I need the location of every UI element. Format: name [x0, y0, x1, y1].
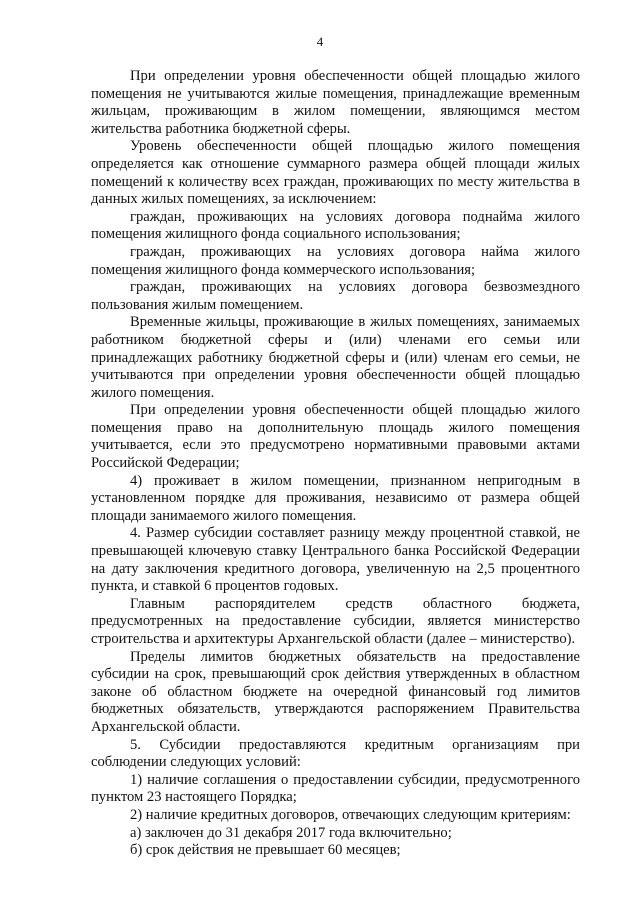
paragraph: 4. Размер субсидии составляет разницу между процентной ставкой, не превышающей ключевую ставку Центрального банка Российской Федерации на дату заключения кредитного договора, увеличенную на 2,5 процентного пункта, и ставкой 6 процентов годовых.: [91, 525, 580, 595]
paragraph: а) заключен до 31 декабря 2017 года включительно;: [130, 824, 452, 841]
paragraph: Пределы лимитов бюджетных обязательств на предоставление субсидии на срок, превышающий срок действия утвержденных в областном законе об областном бюджете на очередной финансовый год лимитов бюджетных обязательств, утверждаются распоряжением Правительства Архангельской области.: [91, 648, 580, 735]
paragraph: граждан, проживающих на условиях договора безвозмездного пользования жилым помещением.: [91, 279, 580, 313]
paragraph: граждан, проживающих на условиях договора поднайма жилого помещения жилищного фонда социального использования;: [91, 208, 580, 243]
paragraph: 1) наличие соглашения о предоставлении субсидии, предусмотренного пунктом 23 настоящего Порядка;: [91, 771, 580, 806]
paragraph: 5. Субсидии предоставляются кредитным организациям при соблюдении следующих условий:: [91, 736, 580, 771]
paragraph: 4) проживает в жилом помещении, признанном непригодным в установленном порядке для проживания, независимо от размера общей площади занимаемого жилого помещения.: [91, 472, 580, 524]
paragraph: Главным распорядителем средств областного бюджета, предусмотренных на предоставление субсидии, является министерство строительства и архитектуры Архангельской области (далее – министерство).: [91, 595, 580, 647]
paragraph: Временные жильцы, проживающие в жилых помещениях, занимаемых работником бюджетной сферы и (или) членами его семьи или принадлежащих работнику бюджетной сферы и (или) членам его семьи, не учитываются при определении уровня обеспеченности общей площадью жилого помещения.: [91, 314, 580, 401]
paragraph: При определении уровня обеспеченности общей площадью жилого помещения не учитываются жилые помещения, принадлежащие временным жильцам, проживающим в жилом помещении, являющимся местом жительства работника бюджетной сферы.: [91, 68, 580, 137]
paragraph: 2) наличие кредитных договоров, отвечающих следующим критериям:: [130, 806, 571, 823]
document-body: [91, 68, 580, 860]
paragraph: При определении уровня обеспеченности общей площадью жилого помещения право на дополнительную площадь жилого помещения учитывается, если это предусмотрено нормативными правовыми актами Российской Федерации;: [91, 402, 580, 472]
paragraph: граждан, проживающих на условиях договора найма жилого помещения жилищного фонда коммерческого использования;: [91, 243, 580, 278]
paragraph: б) срок действия не превышает 60 месяцев;: [130, 842, 401, 859]
paragraph: Уровень обеспеченности общей площадью жилого помещения определяется как отношение суммарного размера общей площади жилых помещений к количеству всех граждан, проживающих по месту жительства в данных жилых помещениях, за исключением:: [91, 138, 580, 208]
page-number: 4: [316, 34, 324, 49]
